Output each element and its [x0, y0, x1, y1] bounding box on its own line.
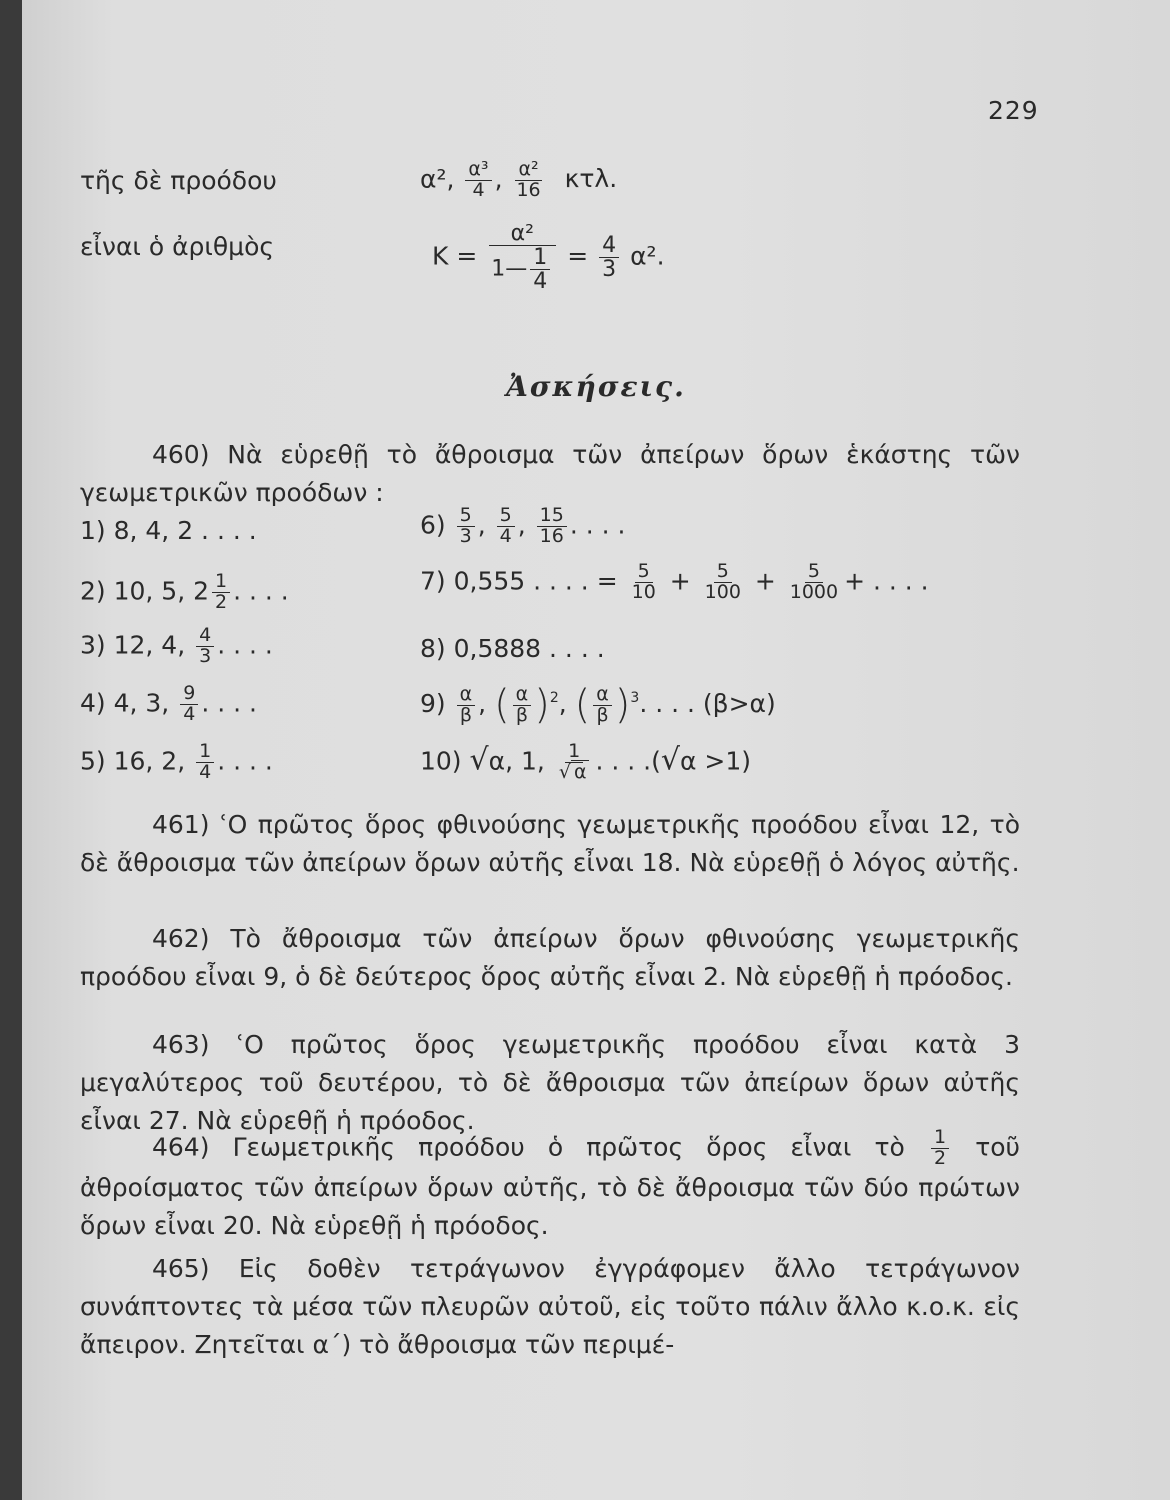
item-9-fraction-2: [513, 682, 532, 726]
left-paren: (: [494, 682, 510, 728]
item-6-fraction-1: [457, 506, 475, 547]
denominator: 16: [516, 178, 541, 201]
item-7-dots: + . . . .: [844, 566, 929, 596]
exercise-465: [80, 1250, 1020, 1364]
item-4-dots: . . . .: [201, 688, 257, 718]
book-spine-edge: [0, 0, 22, 1500]
sum-denominator: [488, 246, 556, 293]
item-7-fraction-2: [702, 562, 744, 603]
denominator: β: [596, 703, 609, 726]
item-10-text: α, 1,: [488, 746, 545, 776]
exercise-460-intro: [80, 436, 1020, 512]
exponent: 2: [549, 690, 559, 706]
k-equals: K =: [432, 241, 478, 271]
denominator: [556, 760, 593, 783]
fraction-term-3: [513, 160, 543, 201]
denominator: 4: [499, 524, 512, 547]
numerator: 5: [457, 506, 475, 527]
ktl-text: κτλ.: [564, 164, 618, 194]
item-9-fraction-1: [457, 682, 476, 726]
numerator: α²: [515, 160, 541, 181]
numerator: 5: [497, 506, 515, 527]
item-9-fraction-3: [593, 682, 612, 726]
progression-terms: [420, 160, 617, 201]
number-label-line: [80, 232, 274, 261]
item-2: [80, 572, 289, 613]
right-paren: ): [534, 682, 550, 728]
item-6-fraction-2: [497, 506, 515, 547]
item-2-dots: . . . .: [233, 576, 289, 606]
denominator: 2: [933, 1146, 947, 1169]
item-6-fraction-3: [537, 506, 567, 547]
item-6-dots: . . . .: [569, 510, 626, 540]
item-8: 8) 0,5888 . . . .: [420, 634, 605, 663]
exercise-464: [80, 1128, 1020, 1245]
item-3-text: 3) 12, 4,: [80, 630, 186, 660]
denominator: 4: [183, 702, 196, 725]
item-5-fraction: [196, 742, 214, 783]
item-4-text: 4) 4, 3,: [80, 688, 170, 718]
denominator: 4: [472, 178, 485, 201]
numerator: 5: [635, 562, 653, 583]
numerator: α: [457, 685, 476, 706]
item-2-text: 2) 10, 5, 2: [80, 576, 210, 606]
denominator: 16: [539, 524, 564, 547]
numerator: 1: [565, 742, 583, 763]
item-10-dots: . . . .(: [595, 746, 661, 776]
sqrt-icon: √: [660, 742, 680, 778]
quarter-fraction: [530, 246, 550, 293]
item-5: [80, 742, 273, 783]
right-paren: ): [614, 682, 631, 728]
exercise-464-text-b: τοῦ ἀθροίσματος τῶν ἀπείρων ὅρων αὐτῆς, τὸ δὲ ἄθροισμα τῶν δύο πρώτων ὅρων εἶναι 20. Νὰ εὑρεθῇ ἡ πρόοδος.: [80, 1132, 1020, 1240]
exercise-460-text: 460) Νὰ εὑρεθῇ τὸ ἄθροισμα τῶν ἀπείρων ὅρων ἑκάστης τῶν γεωμετρικῶν προόδων :: [80, 440, 1020, 507]
denominator: 2: [215, 590, 228, 613]
page-number: 229: [988, 96, 1039, 125]
denominator: 4: [199, 760, 212, 783]
exercise-464-text-a: 464) Γεωμετρικῆς προόδου ὁ πρῶτος ὅρος εἶναι τὸ: [152, 1132, 905, 1162]
term-1: α²,: [420, 164, 455, 194]
item-2-fraction: [212, 572, 230, 613]
exercise-461-text: 461) ʿΟ πρῶτος ὅρος φθινούσης γεωμετρικῆς προόδου εἶναι 12, τὸ δὲ ἄθροισμα τῶν ἀπείρων ὅρων αὐτῆς εἶναι 18. Νὰ εὑρεθῇ ὁ λόγος αὐτῆς.: [80, 810, 1020, 877]
item-3: [80, 626, 273, 667]
numerator: 9: [180, 684, 198, 705]
item-7-fraction-1: [629, 562, 659, 603]
numerator: α³: [465, 160, 491, 181]
item-3-fraction: [196, 626, 214, 667]
denominator: 1000: [789, 580, 839, 603]
sum-numerator: α²: [489, 222, 556, 246]
numerator: 4: [196, 626, 214, 647]
exercise-462: [80, 920, 1020, 996]
item-5-text: 5) 16, 2,: [80, 746, 186, 776]
exercise-462-text: 462) Τὸ ἄθροισμα τῶν ἀπείρων ὅρων φθινούσης γεωμετρικῆς προόδου εἶναι 9, ὁ δὲ δεύτερος ὅρος αὐτῆς εἶναι 2. Νὰ εὑρεθῇ ἡ πρόοδος.: [80, 924, 1020, 991]
sqrt-icon: √: [469, 742, 489, 778]
exercise-463: [80, 1026, 1020, 1140]
numerator: α: [513, 685, 532, 706]
exercise-465-text: 465) Εἰς δοθὲν τετράγωνον ἐγγράφομεν ἄλλο τετράγωνον συνάπτοντες τὰ μέσα τῶν πλευρῶν αὐτοῦ, εἰς τοῦτο πάλιν ἄλλο κ.ο.κ. εἰς ἄπειρον. Ζητεῖται α΄) τὸ ἄθροισμα τῶν περιμέ-: [80, 1254, 1020, 1359]
item-4: [80, 684, 257, 725]
book-page: [22, 0, 1170, 1500]
sum-formula: [432, 222, 665, 293]
equals: =: [567, 241, 589, 271]
denominator: 4: [533, 269, 548, 295]
item-7-fraction-3: [787, 562, 841, 603]
exercise-461: [80, 806, 1020, 882]
item-10-condition: α >1): [680, 746, 752, 776]
one-minus: 1—: [491, 256, 528, 282]
item-10-fraction: [556, 742, 593, 783]
numerator: 5: [714, 562, 732, 583]
denominator: 3: [199, 644, 212, 667]
item-1: 1) 8, 4, 2 . . . .: [80, 516, 257, 545]
denominator: 3: [602, 257, 617, 283]
item-7-text: 7) 0,555 . . . . =: [420, 566, 618, 596]
exercise-464-fraction: [931, 1128, 949, 1169]
item-6: 6) $\frac{5}{3}$ , $\frac{5}{4}$ , $\frac{15}{16}$ . . . .: [420, 504, 626, 547]
denominator: 10: [631, 580, 656, 603]
numerator: 1: [931, 1128, 949, 1149]
left-paren: (: [574, 682, 591, 728]
exercises-heading: Ἀσκήσεις.: [506, 370, 686, 403]
exercise-463-text: 463) ʿΟ πρῶτος ὅρος γεωμετρικῆς προόδου εἶναι κατὰ 3 μεγαλύτερος τοῦ δευτέρου, τὸ δὲ ἄθροισμα τῶν ἀπείρων ὅρων αὐτῆς εἶναι 27. Νὰ εὑρεθῇ ἡ πρόοδος.: [80, 1030, 1020, 1135]
numerator: 1: [530, 246, 550, 270]
item-5-dots: . . . .: [217, 746, 273, 776]
progression-label: τῆς δὲ προόδου: [80, 166, 277, 195]
item-9: 9) $\frac{\alpha}{\beta}$ , ( $\frac{\alpha}{\beta}$ )$^2$, ( $\frac{\alpha}{\beta}$ )$^3$. . . . (β>α): [420, 682, 776, 728]
item-6-label: 6): [420, 510, 446, 540]
alpha-squared: α².: [630, 241, 665, 271]
denominator: 3: [459, 524, 472, 547]
exponent: 3: [630, 690, 640, 706]
denominator: 100: [704, 580, 741, 603]
fraction-term-2: [465, 160, 491, 201]
item-10-label: 10): [420, 746, 462, 776]
progression-line: [80, 166, 277, 195]
denominator: β: [515, 703, 528, 726]
sqrt-icon: √: [558, 760, 571, 783]
number-label: εἶναι ὁ ἀριθμὸς: [80, 232, 275, 261]
item-9-label: 9): [420, 689, 446, 718]
item-7: 7) 0,555 . . . . = $\frac{5}{10}$ + $\frac{5}{100}$ + $\frac{5}{1000}$ + . . . .: [420, 560, 929, 603]
sqrt-alpha: α: [571, 760, 590, 783]
item-9-dots: . . . . (β>α): [639, 689, 776, 718]
sum-fraction: [488, 222, 556, 293]
numerator: 4: [599, 234, 619, 258]
numerator: 1: [196, 742, 214, 763]
numerator: α: [593, 685, 612, 706]
item-4-fraction: [180, 684, 198, 725]
item-3-dots: . . . .: [217, 630, 273, 660]
denominator: β: [459, 703, 472, 726]
numerator: 1: [212, 572, 230, 593]
comma: ,: [494, 164, 503, 194]
item-10: [420, 742, 751, 783]
numerator: 5: [805, 562, 823, 583]
numerator: 15: [537, 506, 567, 527]
result-fraction: [599, 234, 619, 281]
